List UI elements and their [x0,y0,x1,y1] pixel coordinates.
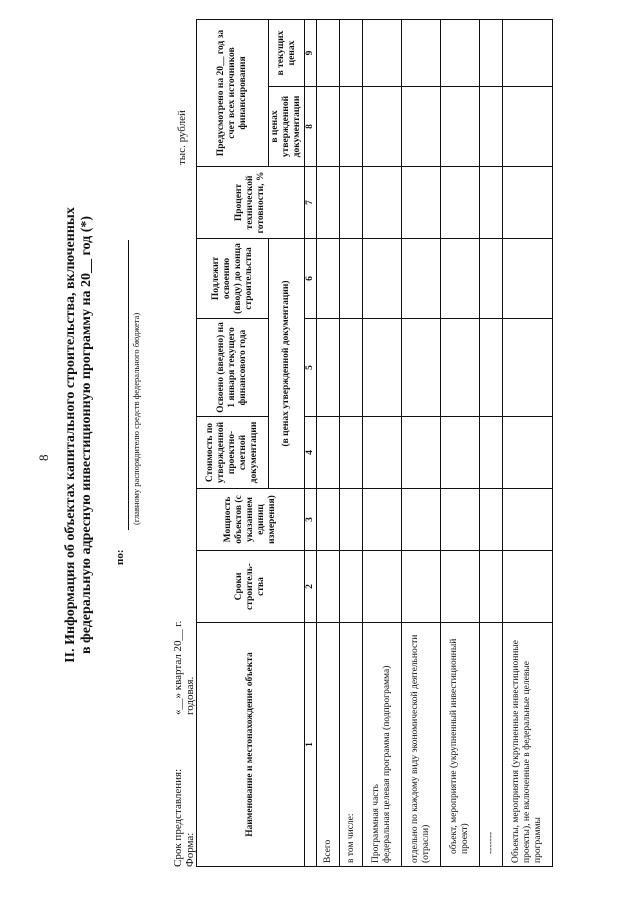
table-row [441,19,480,866]
header-readiness: Процент технической готовности, % [197,167,305,239]
header-in-approved: (в ценах утвержденной документации) [269,239,305,489]
col-num: 1 [305,623,317,867]
row-label-including: в том числе: [340,623,363,867]
document-title [63,85,95,785]
col-num: 5 [305,319,317,417]
col-num: 2 [305,551,317,623]
header-prices-current: в текущих ценах [269,19,305,86]
row-label-program-part: Программная часть [371,784,381,863]
col-num: 7 [305,167,317,239]
forma-value: годовая. [184,676,196,715]
header-mastered: Освоено (введено) на 1 января текущего финансового года [197,319,269,417]
forma-label: Форма: [184,832,196,867]
header-srok: Сроки строитель-ства [197,551,305,623]
title-line-2: в федеральную адресную инвестиционную программу на 20__ год (*) [79,215,94,655]
row-label-not-included: Объекты, мероприятия (укрупненные инвестиционные проекты), не включенные в федеральные целевые программы [503,623,553,867]
header-power: Мощность объектов (с указанием единиц измерения) [197,489,305,551]
row-label-object: объект, мероприятие (укрупненный инвестиционный проект) [441,623,480,867]
row-label-program [363,623,402,867]
header-prices-doc: в ценах утвержденной документации [269,87,305,167]
table-row [503,19,553,866]
col-num: 9 [305,19,317,86]
po-label: по: [114,549,126,565]
row-label-dashes: ------- [480,623,503,867]
header-cost: Стоимость по утвержденной проектно-сметной документации [197,417,269,489]
title-line-1: II. Информация об объектах капитального строительства, включенных [63,207,78,663]
recipient-caption: (главному распорядителю средств федерального бюджета) [131,312,141,525]
header-name: Наименование и местонахождение объекта [197,623,305,867]
table-row [402,19,441,866]
table-row [317,19,340,866]
header-provided: Предусмотрено на 20__ год за счет всех источников финансирования [197,19,269,166]
recipient-underline [128,240,129,530]
page-number: 8 [36,454,51,461]
units-label: тыс. рублей [176,110,188,165]
col-num: 8 [305,87,317,167]
objects-table [196,19,553,867]
col-num: 6 [305,239,317,319]
row-label-economic-activity: отдельно по каждому виду экономической деятельности (отрасли) [402,623,441,867]
col-num: 3 [305,489,317,551]
table-row [363,19,402,866]
table-row [340,19,363,866]
kvartal-text: «__» квартал 20__ г. [172,620,184,715]
row-label-federal-program: федеральная целевая программа (подпрограмма) [382,665,392,863]
header-to-master: Подлежит освоению (вводу) до конца строительства [197,239,269,319]
srok-label: Срок представления: [172,768,184,867]
column-number-row [305,19,317,866]
col-num: 4 [305,417,317,489]
row-label-total: Всего [317,623,340,867]
table-row [480,19,503,866]
